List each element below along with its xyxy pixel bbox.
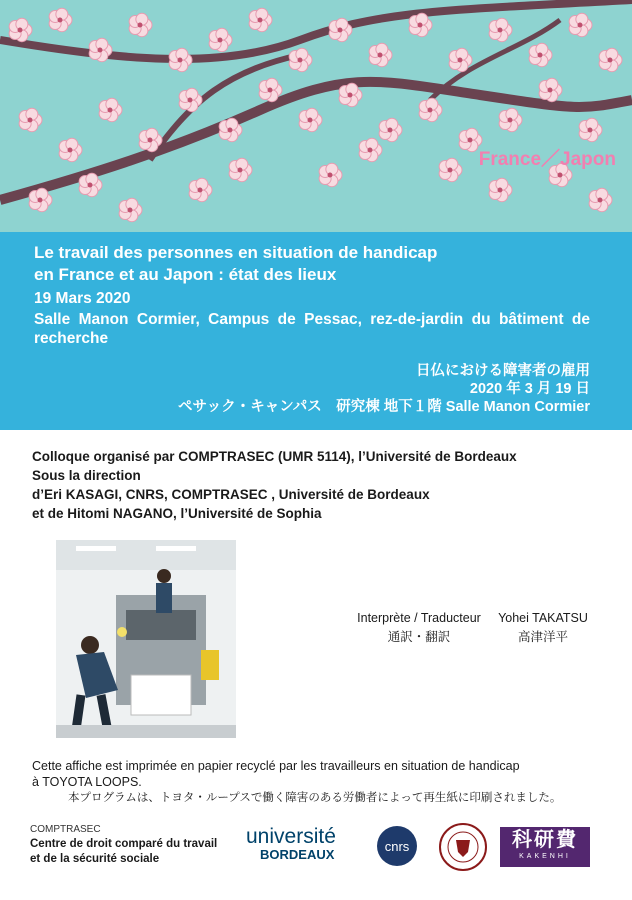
interpreter-role-jp: 通訳・翻訳 [387, 630, 451, 644]
interpreter-name-fr: Yohei TAKATSU [498, 611, 588, 625]
event-title-line1: Le travail des personnes en situation de handicap [34, 243, 438, 262]
cnrs-logo: cnrs [377, 826, 417, 866]
interpreter-credit [343, 611, 591, 645]
sophia-university-seal [438, 822, 488, 872]
cherry-blossom-illustration [0, 0, 632, 232]
kakenhi-logo [500, 827, 590, 867]
interpreter-role-fr: Interprète / Traducteur [357, 611, 481, 625]
director-kasagi: d’Eri KASAGI, CNRS, COMPTRASEC , Université de Bordeaux [32, 487, 430, 502]
interpreter-name-jp: 高津洋平 [517, 630, 568, 644]
direction-line: Sous la direction [32, 468, 141, 483]
organisation-block [32, 447, 517, 523]
ub-word: université [246, 825, 336, 848]
recycling-note [32, 758, 561, 806]
partner-logos [30, 822, 610, 882]
recycling-line2: à TOYOTA LOOPS. [32, 775, 142, 789]
japanese-details [178, 362, 590, 416]
kakenhi-jp: 科研費 [512, 829, 578, 851]
jp-venue: ペサック・キャンパス 研究棟 地下１階 Salle Manon Cormier [178, 399, 590, 415]
jp-date: 2020 年 3 月 19 日 [469, 381, 590, 397]
kakenhi-en: KAKENHI [519, 853, 571, 860]
jp-title: 日仏における障害者の雇用 [416, 363, 590, 379]
title-band [0, 232, 632, 430]
event-title [34, 242, 594, 286]
comptrasec-acronym: COMPTRASEC [30, 824, 101, 835]
ub-city: BORDEAUX [260, 847, 335, 862]
comptrasec-name-line1: Centre de droit comparé du travail [30, 838, 218, 850]
event-venue: Salle Manon Cormier, Campus de Pessac, rez-de-jardin du bâtiment de recherche [34, 311, 590, 347]
recycling-line-jp: 本プログラムは、トヨタ・ループスで働く障害のある労働者によって再生紙に印刷されました。 [68, 792, 562, 804]
recycling-line1: Cette affiche est imprimée en papier recyclé par les travailleurs en situation de handicap [32, 759, 520, 773]
comptrasec-logo [30, 822, 217, 867]
event-title-line2: en France et au Japon : état des lieux [34, 265, 337, 284]
france-japon-tag: France／Japon [478, 149, 616, 170]
hero-banner [0, 0, 632, 232]
universite-bordeaux-logo [246, 825, 336, 864]
event-date: 19 Mars 2020 [34, 290, 131, 307]
organiser-line: Colloque organisé par COMPTRASEC (UMR 5114), l’Université de Bordeaux [32, 449, 517, 464]
printing-workshop-photo [56, 540, 236, 738]
comptrasec-name-line2: et de la sécurité sociale [30, 853, 160, 865]
director-nagano: et de Hitomi NAGANO, l’Université de Sophia [32, 506, 322, 521]
